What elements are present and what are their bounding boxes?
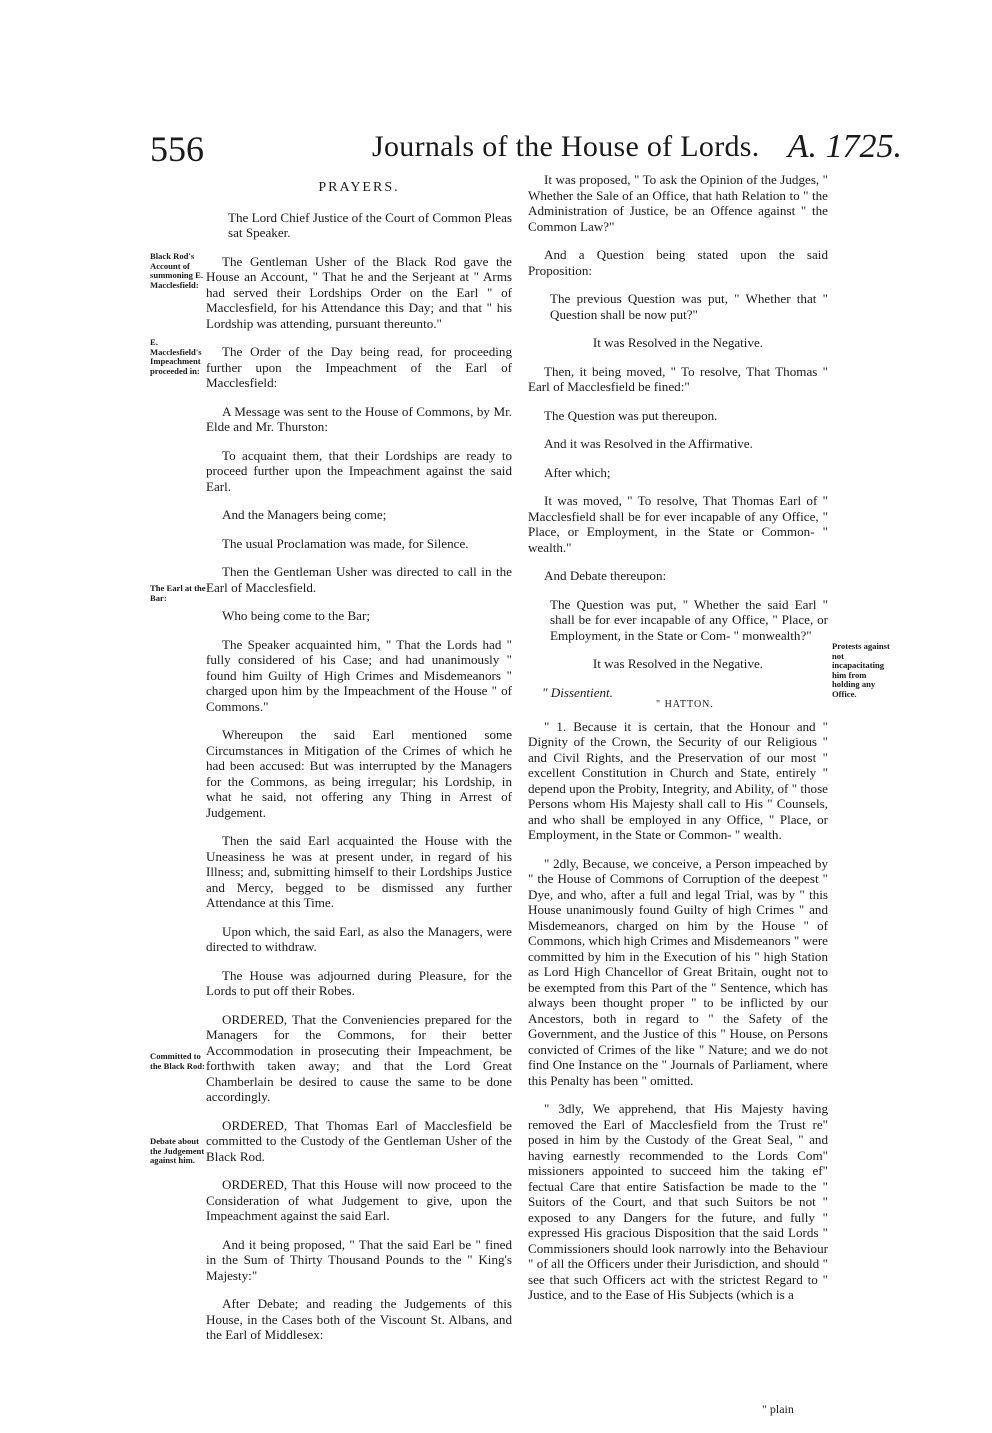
paragraph: It was proposed, " To ask the Opinion of the Judges, " Whether the Sale of an Office, that hath Relation to " the Administration of Justice, be an Offence against " the Common Law?" (528, 172, 828, 234)
paragraph: Upon which, the said Earl, as also the Managers, were directed to withdraw. (206, 923, 512, 954)
margin-note: Committed to the Black Rod: (150, 1051, 205, 1071)
paragraph: And it being proposed, " That the said Earl be " fined in the Sum of Thirty Thousand Pounds to the " King's Majesty:" (206, 1236, 512, 1283)
paragraph: And a Question being stated upon the said Proposition: (528, 247, 828, 278)
paragraph: Then the said Earl acquainted the House with the Uneasiness he was at present under, in regard of his Illness; and, submitting himself to their Lordships Justice and Mercy, begged to be dismissed any further Attendance at this Time. (206, 833, 512, 910)
right-column (528, 172, 828, 1316)
year-heading: A. 1725. (787, 128, 902, 165)
paragraph: ORDERED, That this House will now proceed to the Consideration of what Judgement to give, upon the Impeachment against the said Earl. (206, 1177, 512, 1223)
dissent-block (528, 685, 828, 717)
paragraph: And the Managers being come; (222, 507, 387, 522)
margin-note: E. Macclesfield's Impeachment proceeded in: (150, 337, 202, 376)
paragraph: The Question was put, " Whether the said Earl " shall be for ever incapable of any Office, " Place, or Employment, in the State or Com- " monwealth?" (550, 596, 828, 643)
paragraph: The House was adjourned during Pleasure, for the Lords to put off their Robes. (206, 967, 512, 998)
dissentient-label: " Dissentient. (542, 684, 613, 700)
paragraph: The previous Question was put, " Whether that " Question shall be now put?" (550, 291, 828, 322)
paragraph: To acquaint them, that their Lordships are ready to proceed further upon the Impeachment against the said Earl. (206, 447, 512, 494)
left-column (206, 180, 512, 1356)
running-title: Journals of the House of Lords. (372, 130, 760, 163)
paragraph: Whereupon the said Earl mentioned some Circumstances in Mitigation of the Crimes of which he had been accused: But was interrupted by the Managers for the Commons, as being irregular; his Lordship, in what he said, not offering any Thing in Arrest of Judgement. (206, 727, 512, 820)
paragraph: ORDERED, That Thomas Earl of Macclesfield be committed to the Custody of the Gentleman Usher of the Black Rod. (206, 1117, 512, 1164)
paragraph: The Gentleman Usher of the Black Rod gave the House an Account, " That he and the Serjeant at " Arms had served their Lordships Order on the Earl " of Macclesfield, for his Attendance this Day; and that " his Lordship was attending, pursuant thereunto." (206, 253, 512, 331)
page-header (150, 128, 902, 178)
paragraph: It was Resolved in the Negative. (592, 656, 764, 671)
paragraph: ORDERED, That the Conveniencies prepared for the Managers for the Commons, for their better Accommodation in prosecuting their Impeachment, be forthwith taken away; and that the Lord Great Chamberlain be desired to cause the same to be done accordingly. (206, 1011, 512, 1104)
paragraph: The usual Proclamation was made, for Silence. (222, 535, 469, 551)
catchword: " plain (762, 1402, 794, 1416)
paragraph: It was moved, " To resolve, That Thomas Earl of " Macclesfield shall be for ever incapable of any Office, " Place, or Employment, in the State or Common- " wealth." (528, 493, 828, 555)
margin-note: Black Rod's Account of summoning E. Macclesfield: (150, 251, 204, 290)
page-number: 556 (150, 129, 204, 169)
paragraph: After which; (544, 464, 611, 480)
paragraph: A Message was sent to the House of Commons, by Mr. Elde and Mr. Thurston: (206, 403, 512, 434)
margin-note: The Earl at the Bar: (150, 583, 206, 603)
paragraph: After Debate; and reading the Judgements of this House, in the Cases both of the Viscount St. Albans, and the Earl of Middlesex: (206, 1296, 512, 1342)
paragraph: The Order of the Day being read, for proceeding further upon the Impeachment of the Earl of Macclesfield: (206, 344, 512, 390)
protest-reason: " 3dly, We apprehend, that His Majesty having removed the Earl of Macclesfield from the Trust re" posed in him by the Custody of the Great Seal, " and having earnestly recommended to the Lords Com" missioners appointed to succeed him the taking ef" fectual Care that entire Satisfaction be made to the " Suitors of the Court, and that such Suitors be not " exposed to any Dangers for the future, and fully " expressed His gracious Disposition that the said Lords " Commissioners should look narrowly into the Behaviour " of all the Officers under their Jurisdiction, and should " see that such Officers act with the strictest Regard to " Justice, and to the Ease of His Subjects (which is a (528, 1101, 828, 1302)
paragraph: Who being come to the Bar; (222, 608, 370, 623)
paragraph: The Speaker acquainted him, " That the Lords had " fully considered of his Case; and had unanimously " found him Guilty of High Crimes and Misdemeanors " charged upon him by the Impeachment of the House " of Commons." (206, 636, 512, 714)
paragraph: The Lord Chief Justice of the Court of Common Pleas sat Speaker. (228, 209, 513, 240)
margin-note: Debate about the Judgement against him. (150, 1136, 205, 1165)
paragraph: Then the Gentleman Usher was directed to call in the Earl of Macclesfield. (206, 564, 512, 595)
paragraph: It was Resolved in the Negative. (592, 335, 764, 350)
protest-reason: " 1. Because it is certain, that the Honour and " Dignity of the Crown, the Security of our Religious " and Civil Rights, and the Preservation of our most " excellent Constitution in Church and State, entirely " depend upon the Probity, Integrity, and Ability, of " those Persons whom His Majesty shall call to His " Counsels, and who shall be employed in any Office, " Place, or Employment, in the State or Common- " wealth. (528, 718, 828, 842)
paragraph: The Question was put thereupon. (544, 407, 718, 423)
protest-reason: " 2dly, Because, we conceive, a Person impeached by " the House of Commons of Corruption of the deepest " Dye, and who, after a full and legal Trial, was by " this House unanimously found Guilty of high Crimes " and Misdemeanors, charged on him by the House " of Commons, which high Crimes and Misdemeanors " were committed by him in the Execution of his " high Station as Lord High Chancellor of Great Britain, ought not to be exempted from this Part of the " Sentence, which has always been thought proper " to be inflicted by our Ancestors, both in regard to " the Safety of the Government, and the Justice of this " House, on Persons convicted of Crimes of the like " Nature; and we do not find One Instance on the " Journals of Parliament, where this Penalty has been " omitted. (528, 855, 828, 1088)
paragraph: And it was Resolved in the Affirmative. (544, 436, 753, 451)
paragraph: And Debate thereupon: (544, 568, 667, 583)
margin-note: Protests against not incapacitating him from holding any Office. (832, 641, 890, 699)
section-heading: PRAYERS. (318, 180, 400, 195)
paragraph: Then, it being moved, " To resolve, That Thomas " Earl of Macclesfield be fined:" (528, 363, 828, 394)
dissentient-name: " HATTON. (656, 698, 714, 710)
